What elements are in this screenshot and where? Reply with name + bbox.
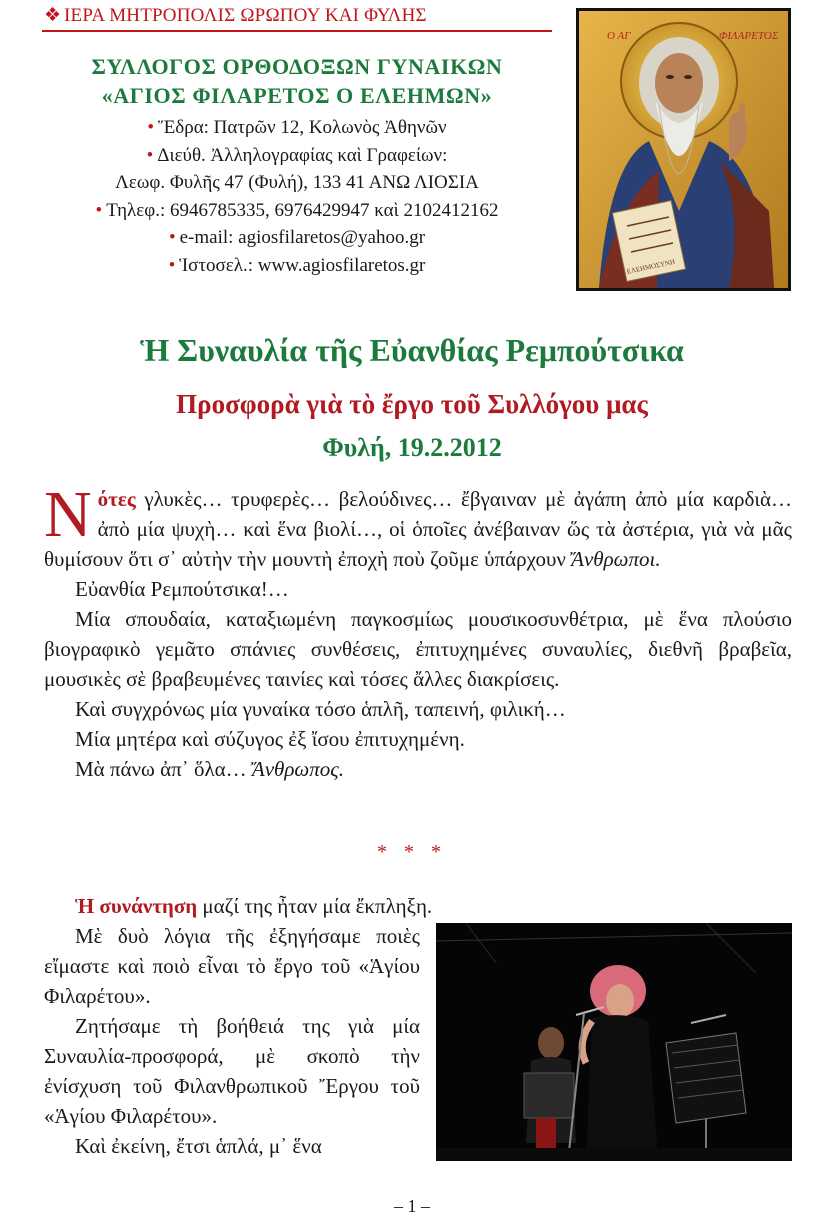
contact-phone: • Τηλεφ.: 6946785335, 6976429947 καὶ 2102412162 bbox=[95, 199, 499, 221]
paragraph-mother: Μία μητέρα καὶ σύζυγος ἐξ ἴσου ἐπιτυχημένη. bbox=[75, 727, 465, 751]
contact-mail-office: • Διεύθ. Ἀλληλογραφίας καὶ Γραφείων: bbox=[146, 144, 448, 166]
contact-info bbox=[42, 114, 552, 279]
paragraph-human: Μὰ πάνω ἀπ᾽ ὅλα… Ἄνθρωπος. bbox=[75, 757, 345, 781]
article-subtitle: Προσφορὰ γιὰ τὸ ἔργο τοῦ Συλλόγου μας bbox=[176, 389, 648, 419]
article-title: Ἡ Συναυλία τῆς Εὐανθίας Ρεμπούτσικα bbox=[140, 332, 684, 368]
article-titles bbox=[0, 330, 824, 464]
bullet-icon: • bbox=[168, 227, 176, 248]
intro-lead-word: ότες bbox=[97, 487, 136, 511]
article-lower-column bbox=[44, 891, 433, 1161]
paragraph-career: Μία σπουδαία, καταξιωμένη παγκοσμίως μουσικοσυνθέτρια, μὲ ἕνα πλούσιο βιογραφικὸ γεμᾶτο σπάνιες συνθέσεις, ἐπιτυχημένες συναυλίες, διεθνῆ βραβεῖα, μουσικὲς σὲ βραβευμένες ταινίες καὶ τόσες ἄλλες διακρίσεις. bbox=[44, 607, 792, 691]
concert-photo-illustration bbox=[436, 923, 792, 1161]
paragraph-simple-woman: Καὶ συγχρόνως μία γυναίκα τόσο ἁπλῆ, ταπεινή, φιλική… bbox=[75, 697, 566, 721]
paragraph-she-simply: Καὶ ἐκείνη, ἔτσι ἁπλά, μ᾽ ἕνα bbox=[75, 1134, 322, 1158]
drop-cap: Ν bbox=[44, 478, 92, 551]
concert-photo bbox=[436, 923, 792, 1161]
contact-website: • Ἱστοσελ.: www.agiosfilaretos.gr bbox=[168, 254, 426, 276]
page-number: – 1 – bbox=[394, 1196, 430, 1216]
section-separator: * * * bbox=[377, 841, 447, 863]
paragraph-name: Εὐανθία Ρεμπούτσικα!… bbox=[75, 577, 289, 601]
paragraph-explained: Μὲ δυὸ λόγια τῆς ἐξηγήσαμε ποιὲς εἴμαστε καὶ ποιὸ εἶναι τὸ ἔργο τοῦ «Ἁγίου Φιλαρέτου». bbox=[44, 924, 420, 1008]
diamond-ornament-icon: ❖ bbox=[44, 5, 62, 26]
icon-scroll-text: ΕΛΕΗΜΟΣΥΝΗ bbox=[625, 257, 676, 276]
contact-seat: • Ἕδρα: Πατρῶν 12, Κολωνὸς Ἀθηνῶν bbox=[147, 117, 447, 138]
bullet-icon: • bbox=[168, 254, 176, 276]
paragraph-intro: Νότες γλυκὲς… τρυφερὲς… βελούδινες… ἔβγαιναν μὲ ἀγάπη ἀπὸ μία καρδιὰ… ἀπὸ μία ψυχὴ… καὶ ἕνα βιολί…, οἱ ὁποῖες ἀνέβαιναν ὥς τὰ ἀστέρια, γιὰ νὰ μᾶς θυμίσουν ὅτι σ᾽ αὐτὴν τὴν μουντὴ ἐποχὴ ποὺ ζοῦμε ὑπάρχουν Ἄνθρωποι. bbox=[44, 478, 792, 571]
contact-email: • e-mail: agiosfilaretos@yahoo.gr bbox=[168, 227, 426, 248]
saint-icon-image bbox=[576, 8, 791, 291]
bullet-icon: • bbox=[95, 199, 103, 221]
saint-icon-illustration bbox=[579, 11, 788, 288]
article-date-place: Φυλή, 19.2.2012 bbox=[322, 433, 502, 462]
icon-label-left: Ο ΑΓ bbox=[607, 30, 631, 42]
bullet-icon: • bbox=[146, 144, 154, 166]
icon-label-right: ΦΙΛΑΡΕΤΟΣ bbox=[719, 30, 779, 42]
bullet-icon: • bbox=[147, 117, 155, 138]
association-name: ΣΥΛΛΟΓΟΣ ΟΡΘΟΔΟΞΩΝ ΓΥΝΑΙΚΩΝ «ΑΓΙΟΣ ΦΙΛΑΡΕΤΟΣ Ο ΕΛΕΗΜΩΝ» bbox=[91, 54, 503, 108]
paragraph-requested: Ζητήσαμε τὴ βοήθειά της γιὰ μία Συναυλία-προσφορά, μὲ σκοπὸ τὴν ἐνίσχυση τοῦ Φιλανθρωπικοῦ Ἔργου τοῦ «Ἁγίου Φιλαρέτου». bbox=[44, 1014, 420, 1128]
header-block bbox=[42, 4, 552, 279]
article-body bbox=[44, 478, 792, 784]
contact-address: Λεωφ. Φυλῆς 47 (Φυλή), 133 41 ΑΝΩ ΛΙΟΣΙΑ bbox=[115, 172, 479, 193]
diocese-title: ❖ ΙΕΡΑ ΜΗΤΡΟΠΟΛΙΣ ΩΡΩΠΟΥ ΚΑΙ ΦΥΛΗΣ bbox=[42, 4, 552, 32]
paragraph-meeting: Ἡ συνάντηση μαζί της ἦταν μία ἔκπληξη. bbox=[75, 894, 433, 918]
